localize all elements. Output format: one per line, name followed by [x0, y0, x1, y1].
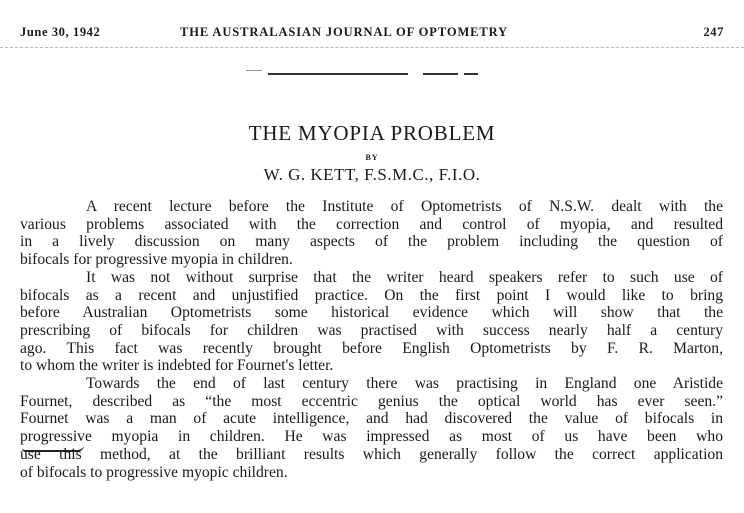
body-line: Towards the end of last century there was practising in England one Aristide — [86, 375, 723, 393]
body-line: bifocals as a recent and unjustified practice. On the first point I would like to bring — [20, 286, 723, 304]
article-body — [20, 198, 723, 481]
body-line: bifocals for progressive myopia in children. — [20, 251, 293, 269]
body-line: Fournet, described as “the most eccentric genius the optical world has ever seen.” — [20, 392, 723, 410]
issue-date: June 30, 1942 — [20, 25, 101, 39]
body-line: various problems associated with the correction and control of myopia, and resulted — [20, 215, 723, 233]
journal-name: THE AUSTRALASIAN JOURNAL OF OPTOMETRY — [180, 25, 509, 39]
body-line: Fournet was a man of acute intelligence, and had discovered the value of bifocals in — [20, 410, 723, 428]
body-line: progressive myopia in children. He was impressed as most of us have been who — [20, 428, 723, 446]
article-title: THE MYOPIA PROBLEM — [248, 121, 496, 145]
body-line: to whom the writer is indebted for Fournet's letter. — [20, 357, 334, 375]
body-line: of bifocals to progressive myopic children. — [20, 463, 288, 481]
title-ornament-rule — [268, 72, 478, 75]
body-line: A recent lecture before the Institute of Optometrists of N.S.W. dealt with the — [86, 198, 723, 215]
body-line: use this method, at the brilliant results which generally follow the correct application — [20, 445, 723, 463]
body-line: prescribing of bifocals for children was practised with success nearly half a century — [20, 321, 723, 339]
handwritten-underline — [22, 445, 84, 452]
page-number: 247 — [703, 25, 724, 39]
article-author: W. G. KETT, F.S.M.C., F.I.O. — [263, 165, 481, 184]
header-divider — [0, 47, 744, 48]
body-line: in a lively discussion on many aspects of the problem including the question of — [20, 233, 723, 251]
running-header — [20, 22, 726, 42]
byline-label: BY — [365, 153, 379, 162]
body-line: It was not without surprise that the writer heard speakers refer to such use of — [86, 268, 723, 286]
body-line: before Australian Optometrists some historical evidence which will show that the — [20, 304, 723, 322]
body-line: ago. This fact was recently brought before English Optometrists by F. R. Marton, — [20, 339, 723, 357]
